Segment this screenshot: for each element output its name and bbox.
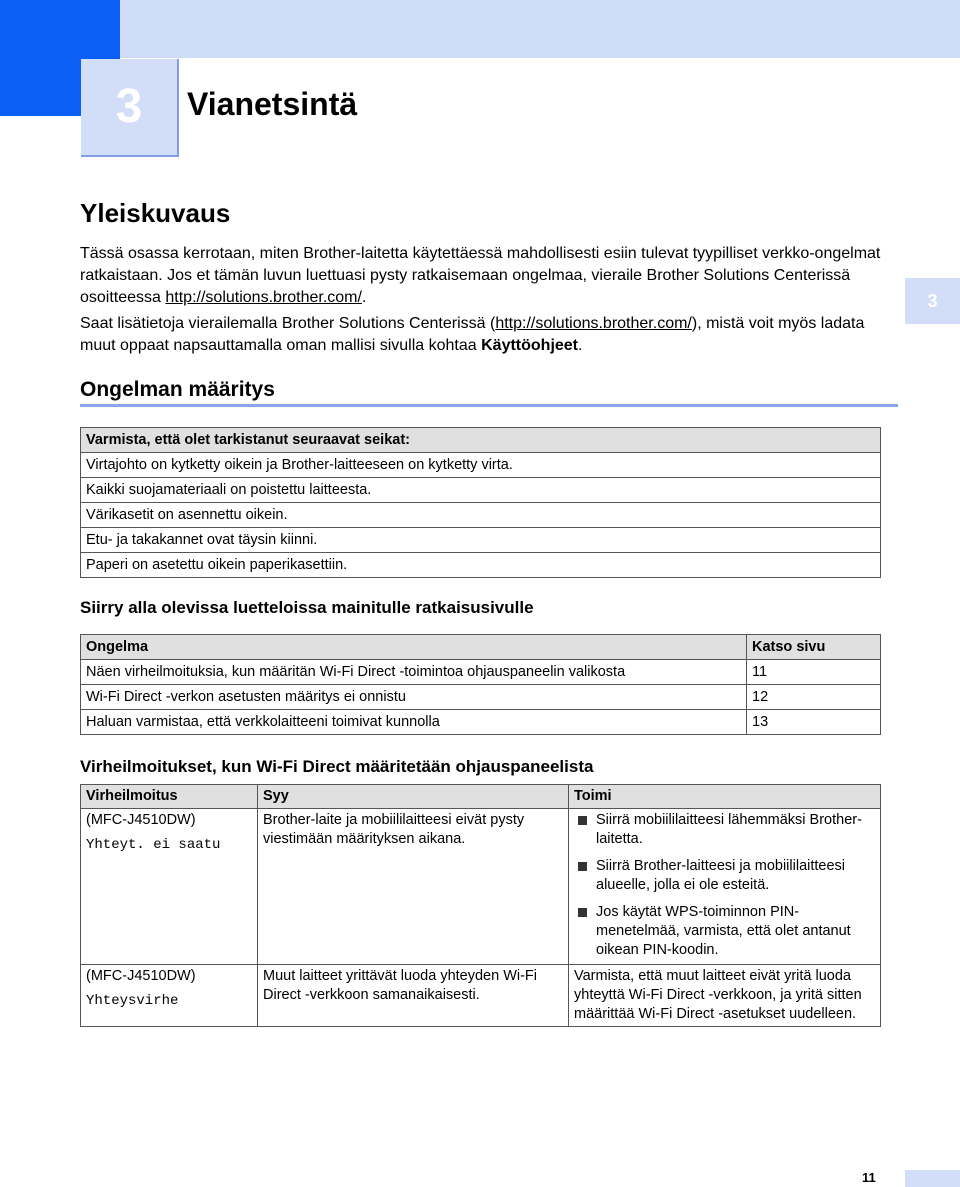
- table-row: [81, 809, 881, 965]
- table-row: Wi-Fi Direct -verkon asetusten määritys ei onnistu 12: [81, 685, 881, 710]
- page-number: 11: [862, 1170, 876, 1185]
- page-ref[interactable]: 11: [747, 660, 881, 685]
- solutions-link[interactable]: http://solutions.brother.com/: [165, 289, 362, 306]
- section-title-errors: Virheilmoitukset, kun Wi-Fi Direct määritetään ohjauspaneelista: [80, 757, 594, 776]
- checklist-item: Värikasetit on asennettu oikein.: [81, 503, 881, 528]
- chapter-number: 3: [115, 80, 143, 133]
- list-item: Siirrä mobiililaitteesi lähemmäksi Brother-laitetta.: [574, 811, 875, 849]
- error-cause: Muut laitteet yrittävät luoda yhteyden Wi-Fi Direct -verkkoon samanaikaisesti.: [258, 965, 569, 1027]
- col-header-problem: Ongelma: [81, 635, 747, 660]
- action-list: [574, 811, 875, 960]
- chapter-number-box: [81, 59, 179, 157]
- bullet-square-icon: [578, 816, 587, 825]
- bullet-square-icon: [578, 908, 587, 917]
- col-header-error: Virheilmoitus: [81, 785, 258, 809]
- chapter-title: Vianetsintä: [187, 86, 358, 122]
- chapter-side-tab: 3: [905, 278, 960, 324]
- error-messages-table: [80, 784, 881, 1027]
- table-row: Näen virheilmoituksia, kun määritän Wi-Fi Direct -toimintoa ohjauspaneelin valikosta 11: [81, 660, 881, 685]
- overview-paragraph-1: Tässä osassa kerrotaan, miten Brother-laitetta käytettäessä mahdollisesti esiin tulevat tyypilliset verkko-ongelmat ratkaistaan. Jos et tämän luvun luettuasi pysty ratkaisemaan ongelmaa, vieraile Brother Solutions Centerissä osoitteessa http://solutions.brother.com/.: [80, 245, 881, 306]
- table-row: [81, 965, 881, 1027]
- col-header-page: Katso sivu: [747, 635, 881, 660]
- header-band: [0, 0, 960, 58]
- list-item: Siirrä Brother-laitteesi ja mobiililaitteesi alueelle, jolla ei ole esteitä.: [574, 857, 875, 895]
- error-model: (MFC-J4510DW): [86, 812, 196, 828]
- col-header-action: Toimi: [569, 785, 881, 809]
- section-rule: [80, 404, 898, 407]
- checklist-item: Etu- ja takakannet ovat täysin kiinni.: [81, 528, 881, 553]
- page-ref[interactable]: 13: [747, 710, 881, 735]
- list-item: Jos käytät WPS-toiminnon PIN-menetelmää, varmista, että olet antanut oikean PIN-koodin.: [574, 903, 875, 960]
- checklist-item: Kaikki suojamateriaali on poistettu laitteesta.: [81, 478, 881, 503]
- overview-paragraph-2: Saat lisätietoja vierailemalla Brother Solutions Centerissä (http://solutions.brother.com/), mistä voit myös ladata muut oppaat napsauttamalla oman mallisi sivulla kohtaa Käyttöohjeet.: [80, 315, 865, 354]
- error-model: (MFC-J4510DW): [86, 968, 196, 984]
- checklist-item: Virtajohto on kytketty oikein ja Brother-laitteeseen on kytketty virta.: [81, 453, 881, 478]
- bullet-square-icon: [578, 862, 587, 871]
- checklist-header: Varmista, että olet tarkistanut seuraavat seikat:: [81, 428, 881, 453]
- section-title-goto: Siirry alla olevissa luetteloissa mainitulle ratkaisusivulle: [80, 598, 534, 617]
- error-action: Varmista, että muut laitteet eivät yritä luoda yhteyttä Wi-Fi Direct -verkkoon, ja yritä sitten määrittää Wi-Fi Direct -asetukset uudelleen.: [569, 965, 881, 1027]
- solutions-link-2[interactable]: http://solutions.brother.com/: [495, 315, 692, 332]
- col-header-cause: Syy: [258, 785, 569, 809]
- error-message: Yhteysvirhe: [86, 993, 179, 1009]
- table-row: Haluan varmistaa, että verkkolaitteeni toimivat kunnolla 13: [81, 710, 881, 735]
- page-ref[interactable]: 12: [747, 685, 881, 710]
- section-title-problem: Ongelman määritys: [80, 378, 275, 401]
- error-cause: Brother-laite ja mobiililaitteesi eivät pysty viestimään määrityksen aikana.: [258, 809, 569, 965]
- problem-reference-table: [80, 634, 881, 735]
- footer-band: [905, 1170, 960, 1187]
- checklist-item: Paperi on asetettu oikein paperikasettiin.: [81, 553, 881, 578]
- checklist-table: [80, 427, 881, 578]
- section-title-overview: Yleiskuvaus: [80, 198, 231, 228]
- error-message: Yhteyt. ei saatu: [86, 837, 221, 853]
